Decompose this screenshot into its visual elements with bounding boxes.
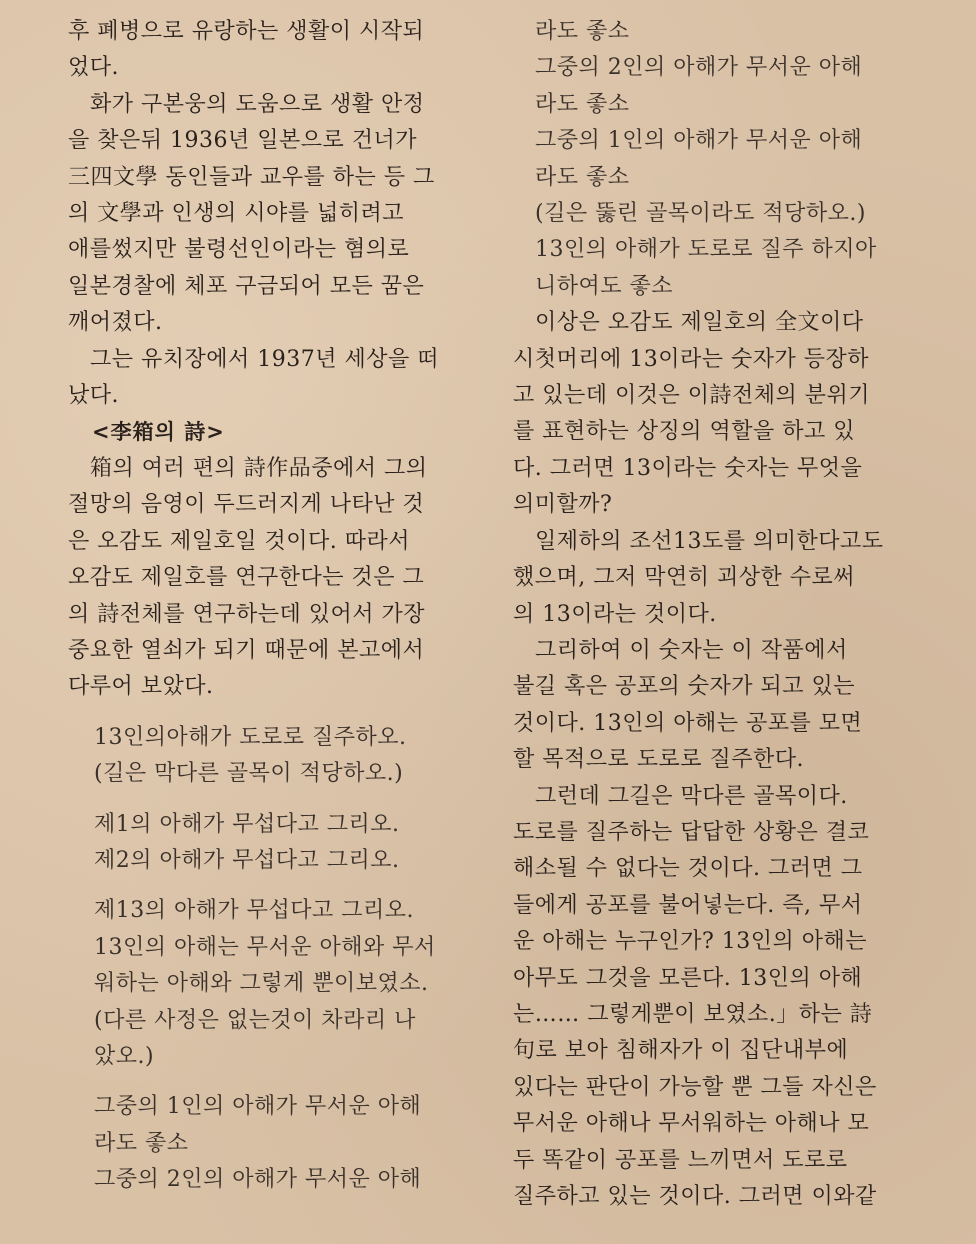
text-line: 들에게 공포를 불어넣는다. 즉, 무서 (513, 892, 863, 918)
text-line: 질주하고 있는 것이다. 그러면 이와같 (513, 1184, 877, 1209)
text-line: 의미할까? (513, 492, 613, 518)
poem-line: 그중의 1인의 아해가 무서운 아해 (535, 128, 863, 154)
text-line: 시첫머리에 13이라는 숫자가 등장하 (513, 346, 870, 372)
poem-line: 13인의 아해가 도로로 질주 하지아 (535, 237, 877, 263)
poem-line: 그중의 2인의 아해가 무서운 아해 (94, 1167, 422, 1193)
poem-stanza-1 (68, 720, 478, 793)
poem-line: 그중의 1인의 아해가 무서운 아해 (94, 1094, 422, 1120)
text-line: 일제하의 조선13도를 의미한다고도 (535, 528, 884, 554)
text-line: 도로를 질주하는 답답한 상황은 결코 (513, 819, 870, 845)
text-line: 났다. (68, 383, 119, 409)
paragraph-5 (513, 305, 915, 523)
text-line: 오감도 제일호를 연구한다는 것은 그 (68, 565, 425, 591)
text-line: 의 13이라는 것이다. (513, 601, 717, 627)
poem-line: 았오.) (94, 1043, 155, 1069)
text-line: 절망의 음영이 두드러지게 나타난 것 (68, 492, 425, 518)
text-line: 중요한 열쇠가 되기 때문에 본고에서 (68, 637, 425, 663)
text-line: 三四文學 동인들과 교우를 하는 등 그 (68, 164, 435, 190)
poem-line: 라도 좋소 (94, 1130, 189, 1156)
poem-line: 라도 좋소 (535, 91, 630, 117)
text-line: 었다. (68, 55, 119, 81)
spacer (68, 1075, 478, 1089)
text-line: 해소될 수 없다는 것이다. 그러면 그 (513, 856, 863, 882)
poem-line: 니하여도 좋소 (535, 273, 674, 299)
text-line: 의 文學과 인생의 시야를 넓히려고 (68, 201, 404, 227)
poem-stanza-4 (68, 1089, 478, 1198)
poem-line: 제13의 아해가 무섭다고 그리오. (94, 898, 414, 924)
paragraph-6 (513, 524, 915, 633)
text-line: 후 폐병으로 유랑하는 생활이 시작되 (68, 19, 425, 44)
poem-line: (길은 막다른 골목이 적당하오.) (94, 761, 404, 787)
poem-line: 그중의 2인의 아해가 무서운 아해 (535, 55, 863, 81)
text-line: 있다는 판단이 가능할 뿐 그들 자신은 (513, 1074, 877, 1100)
text-line: 를 표현하는 상징의 역할을 하고 있 (513, 419, 855, 445)
poem-line: 13인의아해가 도로로 질주하오. (94, 724, 407, 750)
text-line: 두 똑같이 공포를 느끼면서 도로로 (513, 1147, 848, 1173)
spacer (68, 706, 478, 720)
poem-line: (다른 사정은 없는것이 차라리 나 (94, 1007, 416, 1033)
text-line: 아무도 그것을 모른다. 13인의 아해 (513, 965, 863, 991)
text-line: 의 詩전체를 연구하는데 있어서 가장 (68, 601, 426, 627)
text-line: 이상은 오감도 제일호의 全文이다 (535, 310, 864, 336)
poem-stanza-5 (513, 14, 915, 305)
text-line: 했으며, 그저 막연히 괴상한 수로써 (513, 565, 855, 591)
text-line: 깨어졌다. (68, 310, 163, 336)
text-line: 은 오감도 제일호일 것이다. 따라서 (68, 528, 410, 554)
text-line: 할 목적으로 도로로 질주한다. (513, 747, 804, 773)
spacer (68, 793, 478, 807)
paragraph-1 (68, 14, 478, 87)
poem-line: 라도 좋소 (535, 164, 630, 190)
paragraph-2 (68, 87, 478, 342)
text-line: 운 아해는 누구인가? 13인의 아해는 (513, 929, 868, 955)
text-line: 화가 구본웅의 도움으로 생활 안정 (90, 91, 425, 117)
paragraph-8 (513, 779, 915, 1216)
poem-stanza-3 (68, 893, 478, 1075)
text-line: 句로 보아 침해자가 이 집단내부에 (513, 1038, 849, 1064)
text-line: 일본경찰에 체포 구금되어 모든 꿈은 (68, 273, 425, 299)
text-line: 무서운 아해나 무서워하는 아해나 모 (513, 1111, 870, 1137)
text-line: 을 찾은뒤 1936년 일본으로 건너가 (68, 128, 417, 154)
poem-line: 제2의 아해가 무섭다고 그리오. (94, 847, 400, 873)
poem-stanza-2 (68, 807, 478, 880)
spacer (68, 879, 478, 893)
paragraph-3 (68, 342, 478, 415)
text-line: 고 있는데 이것은 이詩전체의 분위기 (513, 383, 871, 409)
text-line: 다. 그러면 13이라는 숫자는 무엇을 (513, 455, 863, 481)
poem-line: 제1의 아해가 무섭다고 그리오. (94, 811, 400, 837)
text-line: 다루어 보았다. (68, 674, 214, 700)
section-heading: <李箱의 詩> (92, 420, 225, 445)
text-line: 그는 유치장에서 1937년 세상을 떠 (90, 346, 439, 372)
left-column (68, 14, 478, 1199)
poem-line: (길은 뚫린 골목이라도 적당하오.) (535, 201, 866, 227)
text-line: 것이다. 13인의 아해는 공포를 모면 (513, 710, 863, 736)
right-column (513, 14, 915, 1215)
text-line: 그런데 그길은 막다른 골목이다. (535, 783, 848, 809)
paragraph-7 (513, 633, 915, 779)
poem-line: 라도 좋소 (535, 19, 630, 44)
paragraph-4 (68, 451, 478, 706)
text-line: 불길 혹은 공포의 숫자가 되고 있는 (513, 674, 855, 700)
text-line: 는…… 그렇게뿐이 보였소.」하는 詩 (513, 1001, 873, 1027)
poem-line: 워하는 아해와 그렇게 뿐이보였소. (94, 971, 429, 997)
text-line: 애를썼지만 불령선인이라는 혐의로 (68, 237, 410, 263)
text-line: 그리하여 이 숫자는 이 작품에서 (535, 637, 848, 663)
poem-line: 13인의 아해는 무서운 아해와 무서 (94, 934, 436, 960)
text-line: 箱의 여러 편의 詩作品중에서 그의 (90, 455, 428, 481)
